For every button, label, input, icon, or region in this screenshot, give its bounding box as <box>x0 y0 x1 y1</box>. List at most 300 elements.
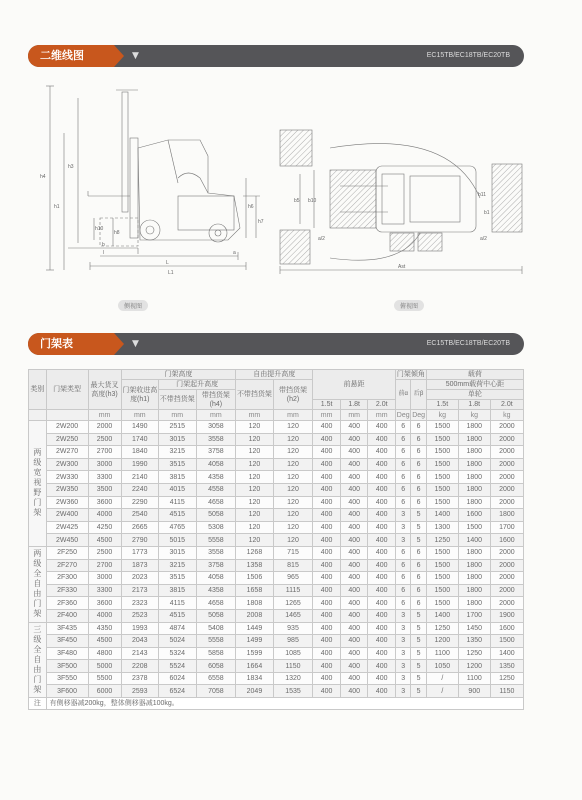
table-cell: 6 <box>411 597 426 610</box>
label-h3: h3 <box>68 164 74 170</box>
mast-type-cell: 3F500 <box>46 660 88 673</box>
table-cell: 400 <box>368 483 396 496</box>
table-cell: 3558 <box>196 433 236 446</box>
label-a: a <box>233 250 236 256</box>
table-cell: 4000 <box>88 509 121 522</box>
table-cell: 1200 <box>458 660 490 673</box>
table-row <box>29 496 524 509</box>
table-cell: 400 <box>368 672 396 685</box>
table-cell: 5500 <box>88 672 121 685</box>
table-cell: 5 <box>411 521 426 534</box>
unit-cell: mm <box>196 410 236 421</box>
mast-type-cell: 2W350 <box>46 483 88 496</box>
table-cell: 400 <box>368 584 396 597</box>
table-row <box>29 685 524 698</box>
chevron-down-icon: ▼ <box>132 339 139 349</box>
table-cell: 3300 <box>88 584 121 597</box>
table-cell: 400 <box>313 559 341 572</box>
table-cell: 2000 <box>490 597 523 610</box>
table-cell: 120 <box>236 534 273 547</box>
table-cell: 1773 <box>121 546 158 559</box>
table-cell: 400 <box>313 458 341 471</box>
table-cell: 1500 <box>426 559 458 572</box>
header-load: 载荷 <box>426 370 523 380</box>
table-row <box>29 635 524 648</box>
group-label: 三级全自由门架 <box>29 622 47 698</box>
table-cell: 6058 <box>196 660 236 673</box>
table-cell: 1500 <box>490 635 523 648</box>
table-cell: 1150 <box>490 685 523 698</box>
table-cell: 400 <box>313 597 341 610</box>
label-h7: h7 <box>258 219 264 225</box>
table-cell: 400 <box>313 421 341 434</box>
table-cell: 400 <box>340 584 368 597</box>
table-cell: 120 <box>273 509 313 522</box>
header-susp-20t: 2.0t <box>368 400 396 410</box>
table-cell: 120 <box>236 521 273 534</box>
table-cell: 6 <box>396 471 411 484</box>
table-cell: 400 <box>368 496 396 509</box>
table-cell: 400 <box>313 584 341 597</box>
mast-type-cell: 2W400 <box>46 509 88 522</box>
table-cell: 3015 <box>159 546 196 559</box>
unit-cell: kg <box>458 410 490 421</box>
label-h10: h10 <box>95 226 104 232</box>
table-cell: 120 <box>273 458 313 471</box>
table-cell: 935 <box>273 622 313 635</box>
table-cell: 2000 <box>490 471 523 484</box>
table-cell: 2140 <box>121 471 158 484</box>
table-cell: 6 <box>411 471 426 484</box>
header-load-18t: 1.8t <box>458 400 490 410</box>
label-L1: L1 <box>168 270 174 276</box>
table-cell: 3600 <box>88 496 121 509</box>
table-cell: 400 <box>368 471 396 484</box>
chevron-down-icon: ▼ <box>132 51 139 61</box>
table-cell: 400 <box>313 572 341 585</box>
header-load-center: 500mm载荷中心距 <box>426 380 523 390</box>
table-cell: 5 <box>411 660 426 673</box>
table-cell: 2593 <box>121 685 158 698</box>
label-b10: b10 <box>308 198 317 204</box>
table-row <box>29 433 524 446</box>
table-cell: 3 <box>396 521 411 534</box>
table-cell: 1449 <box>236 622 273 635</box>
unit-cell: mm <box>159 410 196 421</box>
table-cell: 4000 <box>88 609 121 622</box>
table-cell: 1506 <box>236 572 273 585</box>
table-cell: 400 <box>368 421 396 434</box>
header-tilt-front: 前α <box>396 380 411 410</box>
table-cell: 120 <box>273 446 313 459</box>
mast-type-cell: 2W270 <box>46 446 88 459</box>
table-cell: 400 <box>340 572 368 585</box>
table-cell: 2208 <box>121 660 158 673</box>
table-cell: 2240 <box>121 483 158 496</box>
table-cell: / <box>426 685 458 698</box>
table-cell: 5024 <box>159 635 196 648</box>
footnote-row <box>29 698 524 710</box>
header-with-guard: 带挡货架(h4) <box>196 390 236 410</box>
table-cell: 2665 <box>121 521 158 534</box>
table-cell: 1600 <box>490 534 523 547</box>
mast-type-cell: 2F400 <box>46 609 88 622</box>
mast-type-cell: 2W360 <box>46 496 88 509</box>
table-cell: 400 <box>313 496 341 509</box>
table-cell: 3515 <box>159 572 196 585</box>
table-cell: 4558 <box>196 483 236 496</box>
table-cell: 900 <box>458 685 490 698</box>
table-cell: 3 <box>396 509 411 522</box>
table-cell: 5858 <box>196 647 236 660</box>
table-cell: 4658 <box>196 597 236 610</box>
table-cell: 6 <box>396 584 411 597</box>
mast-type-cell: 3F480 <box>46 647 88 660</box>
table-cell: 1250 <box>458 647 490 660</box>
table-cell: 400 <box>313 622 341 635</box>
table-cell: 1900 <box>490 609 523 622</box>
table-cell: 1085 <box>273 647 313 660</box>
group-label: 两级全自由门架 <box>29 546 47 622</box>
table-cell: 1500 <box>426 546 458 559</box>
mast-type-cell: 3F450 <box>46 635 88 648</box>
top-view-caption: 俯视图 <box>394 300 424 311</box>
header-category: 类别 <box>29 370 47 410</box>
table-cell: 1800 <box>458 421 490 434</box>
table-cell: 1599 <box>236 647 273 660</box>
header-no-guard: 不带挡货架 <box>159 390 196 410</box>
mast-type-cell: 2W300 <box>46 458 88 471</box>
table-cell: 1100 <box>458 672 490 685</box>
table-cell: 3 <box>396 685 411 698</box>
group-two-stage-free <box>29 546 524 622</box>
table-cell: 6 <box>411 546 426 559</box>
table-cell: 6 <box>411 421 426 434</box>
table-cell: 2043 <box>121 635 158 648</box>
table-row <box>29 534 524 547</box>
table-cell: 3500 <box>88 483 121 496</box>
table-cell: 120 <box>273 496 313 509</box>
table-cell: 3 <box>396 672 411 685</box>
table-cell: 400 <box>313 635 341 648</box>
unit-cell: mm <box>121 410 158 421</box>
mast-type-cell: 2W250 <box>46 433 88 446</box>
table-cell: 120 <box>236 433 273 446</box>
label-b5: b5 <box>294 198 300 204</box>
mast-type-cell: 3F600 <box>46 685 88 698</box>
table-cell: 2008 <box>236 609 273 622</box>
table-cell: / <box>426 672 458 685</box>
group-two-stage-wide <box>29 421 524 547</box>
table-cell: 1200 <box>426 635 458 648</box>
side-view-caption: 侧视图 <box>118 300 148 311</box>
header-mast-raised: 门架起升高度 <box>159 380 236 390</box>
header-mast-closed: 门架收进高度(h1) <box>121 380 158 410</box>
table-cell: 1400 <box>426 509 458 522</box>
table-cell: 2540 <box>121 509 158 522</box>
table-cell: 1465 <box>273 609 313 622</box>
table-cell: 3515 <box>159 458 196 471</box>
table-row <box>29 471 524 484</box>
table-cell: 400 <box>340 521 368 534</box>
table-cell: 2000 <box>490 421 523 434</box>
table-cell: 6 <box>411 496 426 509</box>
table-row <box>29 609 524 622</box>
table-cell: 1808 <box>236 597 273 610</box>
table-cell: 400 <box>340 433 368 446</box>
table-cell: 2515 <box>159 421 196 434</box>
table-cell: 1500 <box>426 471 458 484</box>
table-cell: 400 <box>340 446 368 459</box>
mast-type-cell: 2F300 <box>46 572 88 585</box>
table-cell: 1800 <box>458 483 490 496</box>
table-cell: 1300 <box>426 521 458 534</box>
table-cell: 1700 <box>458 609 490 622</box>
table-cell: 6 <box>411 559 426 572</box>
label-b1: b1 <box>484 210 490 216</box>
table-cell: 6 <box>396 496 411 509</box>
table-cell: 1834 <box>236 672 273 685</box>
table-cell: 1500 <box>426 483 458 496</box>
table-cell: 3 <box>396 647 411 660</box>
table-cell: 1800 <box>458 458 490 471</box>
table-cell: 120 <box>236 483 273 496</box>
header-mast-height: 门架高度 <box>121 370 236 380</box>
label-a-half-2: a/2 <box>480 236 487 242</box>
table-cell: 400 <box>340 660 368 673</box>
table-cell: 5408 <box>196 622 236 635</box>
unit-cell: mm <box>88 410 121 421</box>
units-row <box>29 410 524 421</box>
table-cell: 400 <box>313 521 341 534</box>
table-row <box>29 572 524 585</box>
table-cell: 3 <box>396 660 411 673</box>
mast-type-cell: 2F270 <box>46 559 88 572</box>
table-cell: 400 <box>340 635 368 648</box>
table-cell: 400 <box>368 609 396 622</box>
table-cell: 2790 <box>121 534 158 547</box>
table-cell: 400 <box>368 622 396 635</box>
table-cell: 3 <box>396 622 411 635</box>
group-label: 两级宽视野门架 <box>29 421 47 547</box>
table-cell: 400 <box>340 672 368 685</box>
unit-cell: kg <box>426 410 458 421</box>
table-cell: 1490 <box>121 421 158 434</box>
table-cell: 400 <box>368 534 396 547</box>
table-cell: 400 <box>313 534 341 547</box>
table-cell: 120 <box>236 421 273 434</box>
label-h4: h4 <box>40 174 46 180</box>
table-cell: 400 <box>368 572 396 585</box>
table-cell: 1800 <box>458 546 490 559</box>
table-row <box>29 458 524 471</box>
table-cell: 3015 <box>159 433 196 446</box>
table-cell: 400 <box>340 559 368 572</box>
table-cell: 1450 <box>458 622 490 635</box>
table-cell: 1100 <box>426 647 458 660</box>
table-cell: 1500 <box>426 597 458 610</box>
table-cell: 1873 <box>121 559 158 572</box>
mast-type-cell: 2F330 <box>46 584 88 597</box>
table-cell: 2500 <box>88 433 121 446</box>
table-cell: 4350 <box>88 622 121 635</box>
unit-cell: mm <box>273 410 313 421</box>
table-cell: 2000 <box>490 572 523 585</box>
table-cell: 1400 <box>490 647 523 660</box>
table-row <box>29 509 524 522</box>
table-cell: 6024 <box>159 672 196 685</box>
model-list: EC15TB/EC18TB/EC20TB <box>426 340 510 347</box>
table-cell: 2000 <box>490 458 523 471</box>
section-banner-mast-table <box>28 333 524 355</box>
table-cell: 3 <box>396 635 411 648</box>
table-cell: 6 <box>396 446 411 459</box>
section-title: 二维线图 <box>28 45 114 67</box>
table-cell: 400 <box>368 660 396 673</box>
table-cell: 6 <box>396 421 411 434</box>
table-cell: 7058 <box>196 685 236 698</box>
table-cell: 5000 <box>88 660 121 673</box>
table-row <box>29 584 524 597</box>
table-cell: 1150 <box>273 660 313 673</box>
table-row <box>29 546 524 559</box>
mast-type-cell: 3F550 <box>46 672 88 685</box>
table-cell: 400 <box>340 421 368 434</box>
table-cell: 2378 <box>121 672 158 685</box>
table-cell: 1600 <box>458 509 490 522</box>
table-cell: 5058 <box>196 509 236 522</box>
table-cell: 4765 <box>159 521 196 534</box>
table-cell: 120 <box>236 446 273 459</box>
table-cell: 400 <box>313 672 341 685</box>
unit-cell: mm <box>340 410 368 421</box>
table-cell: 5558 <box>196 534 236 547</box>
table-cell: 1800 <box>458 559 490 572</box>
table-cell: 6000 <box>88 685 121 698</box>
table-cell: 1800 <box>458 572 490 585</box>
table-cell: 1400 <box>426 609 458 622</box>
table-cell: 1800 <box>458 597 490 610</box>
table-cell: 1268 <box>236 546 273 559</box>
table-cell: 6 <box>396 433 411 446</box>
table-cell: 1535 <box>273 685 313 698</box>
table-cell: 2023 <box>121 572 158 585</box>
mast-type-cell: 2F250 <box>46 546 88 559</box>
table-cell: 400 <box>313 483 341 496</box>
table-cell: 400 <box>368 509 396 522</box>
table-cell: 400 <box>340 647 368 660</box>
table-cell: 2000 <box>490 546 523 559</box>
table-cell: 5 <box>411 672 426 685</box>
table-cell: 4250 <box>88 521 121 534</box>
table-cell: 5 <box>411 635 426 648</box>
table-cell: 1265 <box>273 597 313 610</box>
table-cell: 985 <box>273 635 313 648</box>
label-b11: b11 <box>478 192 486 198</box>
table-cell: 2173 <box>121 584 158 597</box>
unit-cell: mm <box>236 410 273 421</box>
table-cell: 715 <box>273 546 313 559</box>
table-cell: 120 <box>273 471 313 484</box>
table-cell: 2500 <box>88 546 121 559</box>
label-a-half: a/2 <box>318 236 325 242</box>
table-cell: 6 <box>396 572 411 585</box>
table-cell: 3300 <box>88 471 121 484</box>
table-cell: 6524 <box>159 685 196 698</box>
table-cell: 3758 <box>196 446 236 459</box>
header-load-15t: 1.5t <box>426 400 458 410</box>
header-free-lift: 自由提升高度 <box>236 370 313 380</box>
table-cell: 2000 <box>490 433 523 446</box>
footnote-text: 有侧移器减200kg，整体侧移器减100kg。 <box>46 698 523 710</box>
mast-spec-table <box>28 369 524 710</box>
table-cell: 1499 <box>236 635 273 648</box>
table-cell: 1740 <box>121 433 158 446</box>
mast-type-cell: 2W200 <box>46 421 88 434</box>
side-view-drawing <box>28 78 268 293</box>
table-cell: 4800 <box>88 647 121 660</box>
table-cell: 1800 <box>458 584 490 597</box>
table-cell: 400 <box>340 471 368 484</box>
table-cell: 1350 <box>490 660 523 673</box>
table-cell: 400 <box>340 483 368 496</box>
mast-type-cell: 2W425 <box>46 521 88 534</box>
table-cell: 2000 <box>88 421 121 434</box>
table-row <box>29 672 524 685</box>
table-cell: 2000 <box>490 584 523 597</box>
table-cell: 2000 <box>490 496 523 509</box>
header-mast-type: 门架类型 <box>46 370 88 410</box>
table-cell: 120 <box>273 534 313 547</box>
table-row <box>29 660 524 673</box>
mast-type-cell: 2W450 <box>46 534 88 547</box>
table-cell: 6 <box>411 483 426 496</box>
table-cell: 400 <box>313 685 341 698</box>
table-cell: 1993 <box>121 622 158 635</box>
table-cell: 6 <box>396 559 411 572</box>
table-cell: 400 <box>368 685 396 698</box>
mast-type-cell: 3F435 <box>46 622 88 635</box>
label-l: l <box>103 250 105 256</box>
table-cell: 120 <box>236 496 273 509</box>
table-cell: 1500 <box>426 433 458 446</box>
table-cell: 2000 <box>490 483 523 496</box>
table-cell: 400 <box>368 546 396 559</box>
table-cell: 3558 <box>196 546 236 559</box>
table-cell: 4658 <box>196 496 236 509</box>
unit-cell: Deg <box>412 411 426 419</box>
table-cell: 5558 <box>196 635 236 648</box>
table-cell: 5 <box>411 534 426 547</box>
label-h8: h8 <box>114 230 120 236</box>
header-tilt-rear: 后β <box>411 380 426 410</box>
table-cell: 400 <box>340 496 368 509</box>
table-cell: 1800 <box>490 509 523 522</box>
table-cell: 6 <box>411 584 426 597</box>
label-ast: Ast <box>398 264 406 270</box>
table-cell: 1800 <box>458 471 490 484</box>
table-cell: 1320 <box>273 672 313 685</box>
table-cell: 1500 <box>426 446 458 459</box>
table-cell: 6558 <box>196 672 236 685</box>
table-cell: 400 <box>313 609 341 622</box>
table-row <box>29 446 524 459</box>
header-susp-18t: 1.8t <box>340 400 368 410</box>
header-load-20t: 2.0t <box>490 400 523 410</box>
table-row <box>29 622 524 635</box>
table-cell: 120 <box>273 421 313 434</box>
table-cell: 5308 <box>196 521 236 534</box>
